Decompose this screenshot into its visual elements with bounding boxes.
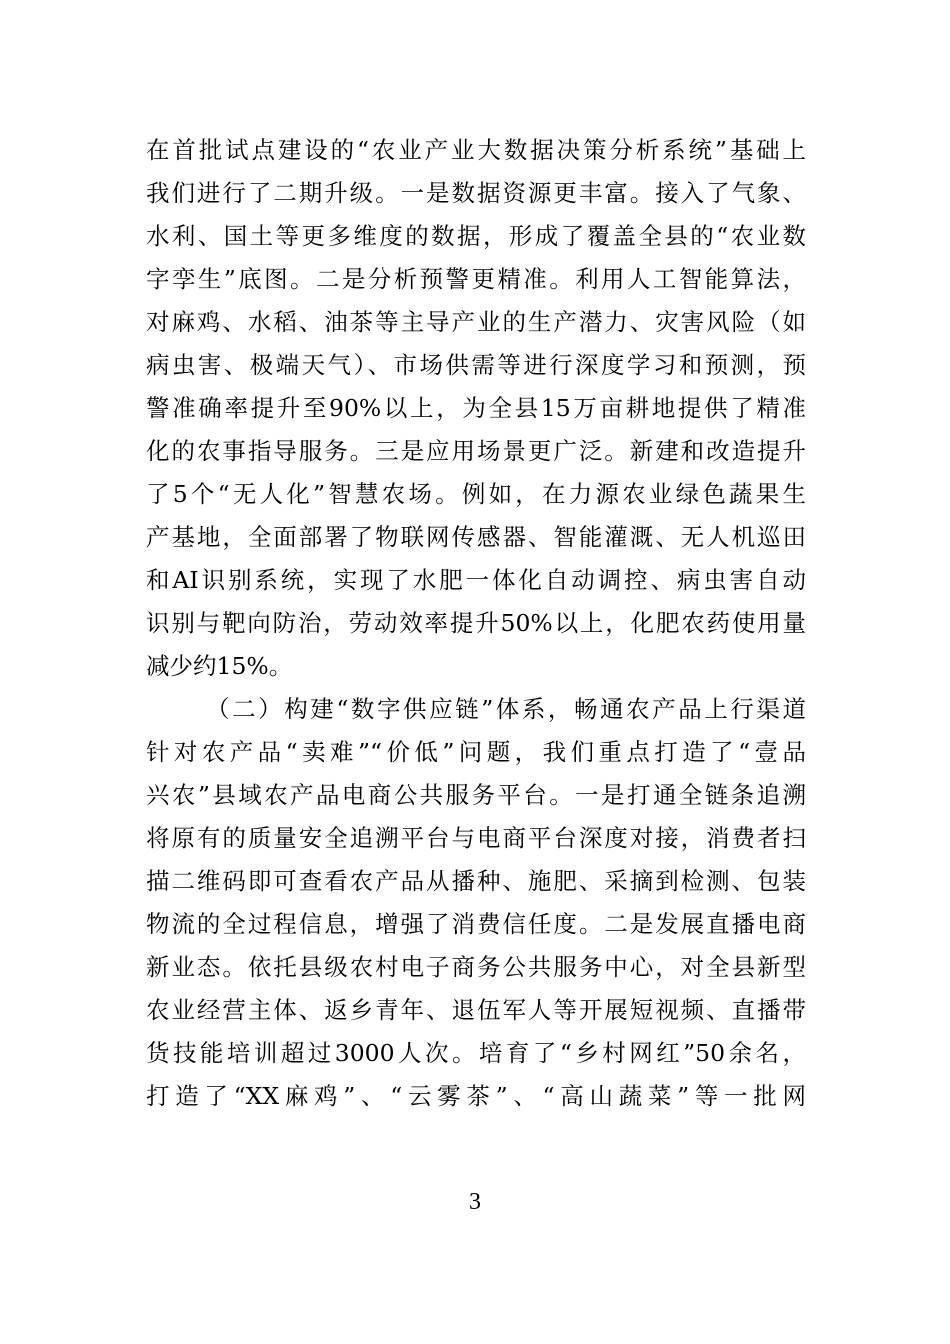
page-number: 3: [469, 1189, 481, 1215]
text-line: 我们进行了二期升级。一是数据资源更丰富。接入了气象、: [146, 179, 806, 207]
text-line: 描二维码即可查看农产品从播种、施肥、采摘到检测、包装: [146, 867, 806, 895]
text-line: 货技能培训超过3000人次。培育了“乡村网红”50余名，: [146, 1039, 806, 1067]
text-line: 减少约15%。: [146, 652, 293, 680]
text-line: 在首批试点建设的“农业产业大数据决策分析系统”基础上: [146, 136, 806, 164]
text-line: 警准确率提升至90%以上，为全县15万亩耕地提供了精准: [146, 394, 806, 422]
text-line: 化的农事指导服务。三是应用场景更广泛。新建和改造提升: [146, 437, 806, 465]
section-heading: （二）构建“数字供应链”体系，畅通农产品上行渠道: [206, 695, 806, 723]
text-line: 兴农”县域农产品电商公共服务平台。一是打通全链条追溯: [146, 781, 806, 809]
text-line: 对麻鸡、水稻、油茶等主导产业的生产潜力、灾害风险（如: [146, 308, 806, 336]
text-line: 农业经营主体、返乡青年、退伍军人等开展短视频、直播带: [146, 996, 806, 1024]
text-line: 打造了“XX麻鸡”、“云雾茶”、“高山蔬菜”等一批网: [146, 1082, 806, 1110]
text-line: 物流的全过程信息，增强了消费信任度。二是发展直播电商: [146, 910, 806, 938]
text-line: 病虫害、极端天气）、市场供需等进行深度学习和预测，预: [146, 351, 806, 379]
text-line: 水利、国土等更多维度的数据，形成了覆盖全县的“农业数: [146, 222, 806, 250]
text-line: 字孪生”底图。二是分析预警更精准。利用人工智能算法，: [146, 265, 806, 293]
text-line: 新业态。依托县级农村电子商务公共服务中心，对全县新型: [146, 953, 806, 981]
text-line: 了5个“无人化”智慧农场。例如，在力源农业绿色蔬果生: [146, 480, 806, 508]
text-line: 和AI识别系统，实现了水肥一体化自动调控、病虫害自动: [146, 566, 806, 594]
text-line: 将原有的质量安全追溯平台与电商平台深度对接，消费者扫: [146, 824, 806, 852]
text-line: 产基地，全面部署了物联网传感器、智能灌溉、无人机巡田: [146, 523, 806, 551]
text-line: 识别与靶向防治，劳动效率提升50%以上，化肥农药使用量: [146, 609, 806, 637]
text-line: 针对农产品“卖难”“价低”问题，我们重点打造了“壹品: [146, 738, 806, 766]
